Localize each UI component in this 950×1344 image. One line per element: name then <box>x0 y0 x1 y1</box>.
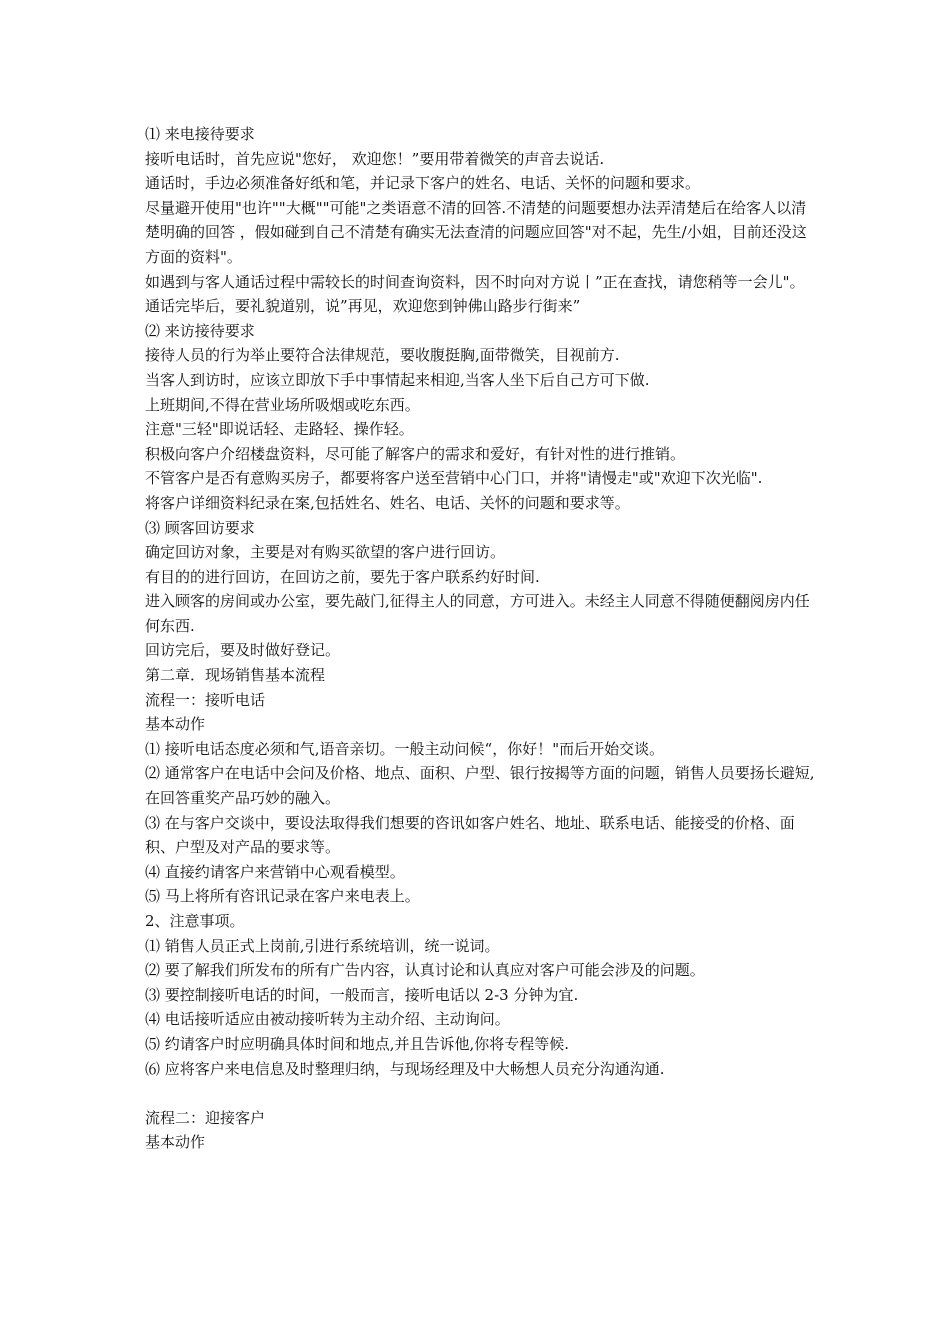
blank-line <box>145 1081 815 1106</box>
paragraph: 积极向客户介绍楼盘资料，尽可能了解客户的需求和爱好，有针对性的进行推销。 <box>145 444 686 463</box>
list-item: ⑵ 要了解我们所发布的所有广告内容，认真讨论和认真应对客户可能会涉及的问题。 <box>145 961 705 980</box>
list-item: ⑴ 销售人员正式上岗前,引进行系统培训，统一说词。 <box>145 936 500 955</box>
list-item: ⑶ 在与客户交谈中，要设法取得我们想要的咨讯如客户姓名、地址、联系电话、能接受的价格、面积、户型及对产品的要求等。 <box>145 813 795 857</box>
paragraph: 上班期间,不得在营业场所吸烟或吃东西。 <box>145 395 420 414</box>
chapter-title: 第二章．现场销售基本流程 <box>145 666 326 685</box>
paragraph: 进入顾客的房间或办公室，要先敲门,征得主人的同意，方可进入。未经主人同意不得随便翻阅房内任何东西. <box>145 592 810 635</box>
basic-actions-label: 基本动作 <box>145 1133 206 1152</box>
list-item: ⑴ 接听电话态度必须和气,语音亲切。一般主动问候“，你好！"而后开始交谈。 <box>145 739 665 758</box>
list-item: ⑷ 直接约请客户来营销中心观看模型。 <box>145 862 405 881</box>
basic-actions-label: 基本动作 <box>145 715 206 734</box>
heading-customer-revisit: ⑶ 顾客回访要求 <box>145 518 255 537</box>
paragraph: 通话时，手边必须准备好纸和笔，并记录下客户的姓名、电话、关怀的问题和要求。 <box>145 174 701 193</box>
notes-heading: 2、注意事项。 <box>145 912 245 930</box>
paragraph: 如遇到与客人通话过程中需较长的时间查询资料，因不时向对方说丨”正在查找，请您稍等一会儿"。 <box>145 272 805 291</box>
list-item: ⑵ 通常客户在电话中会问及价格、地点、面积、户型、银行按揭等方面的问题，销售人员要扬长避短,在回答重奖产品巧妙的融入。 <box>145 764 815 808</box>
document-body <box>145 122 815 1155</box>
paragraph: 确定回访对象，主要是对有购买欲望的客户进行回访。 <box>145 543 506 562</box>
paragraph: 将客户详细资料纪录在案,包括姓名、姓名、电话、关怀的问题和要求等。 <box>145 493 630 512</box>
paragraph: 尽量避开使用"也许""大概""可能"之类语意不清的回答.不清楚的问题要想办法弄清楚后在给客人以清楚明确的回答 ，假如碰到自己不清楚有确实无法查清的问题应回答"对不起，先生/小姐，目前还没这方面的资料"。 <box>145 198 807 266</box>
heading-phone-reception: ⑴ 来电接待要求 <box>145 125 255 143</box>
paragraph: 通话完毕后，要礼貌道别，说”再见，欢迎您到钟佛山路步行街来” <box>145 297 581 316</box>
list-item: ⑸ 马上将所有咨讯记录在客户来电表上。 <box>145 887 420 906</box>
paragraph: 接待人员的行为举止要符合法律规范，要收腹挺胸,面带微笑，目视前方. <box>145 346 620 365</box>
list-item: ⑶ 要控制接听电话的时间，一般而言，接听电话以 2-3 分钟为宜. <box>145 985 579 1004</box>
process-one-title: 流程一：接听电话 <box>145 690 266 709</box>
paragraph: 回访完后，要及时做好登记。 <box>145 641 341 660</box>
paragraph: 当客人到访时，应该立即放下手中事情起来相迎,当客人坐下后自己方可下做. <box>145 370 650 389</box>
paragraph: 不管客户是否有意购买房子，都要将客户送至营销中心门口，并将"请慢走"或"欢迎下次光临". <box>145 469 763 488</box>
process-two-title: 流程二：迎接客户 <box>145 1108 266 1127</box>
paragraph: 有目的的进行回访，在回访之前，要先于客户联系约好时间. <box>145 567 540 586</box>
paragraph: 注意"三轻"即说话轻、走路轻、操作轻。 <box>145 420 414 439</box>
paragraph: 接听电话时，首先应说"您好， 欢迎您！”要用带着微笑的声音去说话. <box>145 149 605 168</box>
heading-visit-reception: ⑵ 来访接待要求 <box>145 321 255 340</box>
list-item: ⑹ 应将客户来电信息及时整理归纳，与现场经理及中大畅想人员充分沟通沟通. <box>145 1059 665 1078</box>
list-item: ⑸ 约请客户时应明确具体时间和地点,并且告诉他,你将专程等候. <box>145 1034 570 1053</box>
list-item: ⑷ 电话接听适应由被动接听转为主动介绍、主动询问。 <box>145 1010 510 1029</box>
